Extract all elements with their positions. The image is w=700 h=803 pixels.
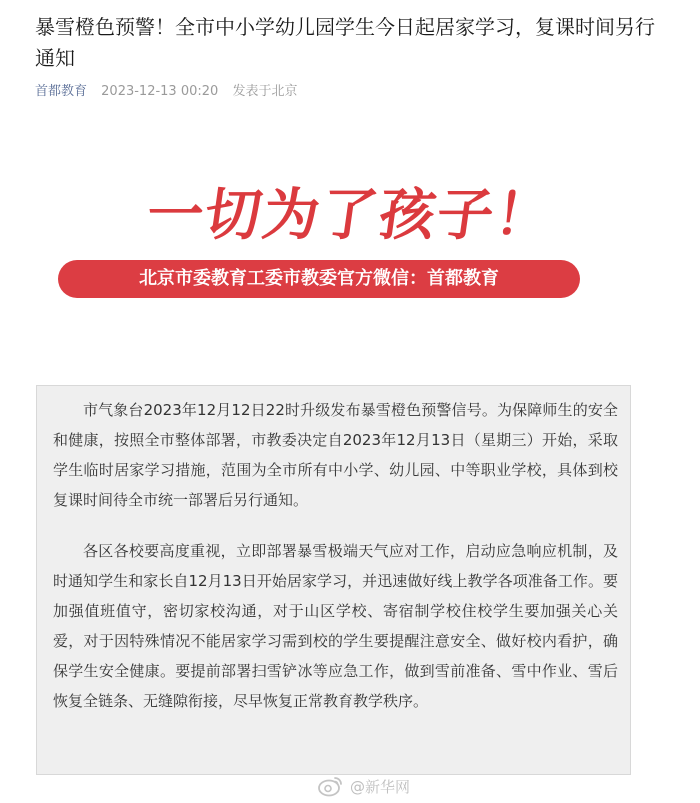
notice-box xyxy=(36,385,631,775)
banner-slogan: 一切为了孩子！ xyxy=(142,183,558,248)
account-name-link[interactable]: 首都教育 xyxy=(35,84,88,99)
article-meta xyxy=(35,83,297,101)
watermark xyxy=(318,773,410,799)
watermark-text: @新华网 xyxy=(350,777,411,796)
article-title: 暴雪橙色预警！全市中小学幼儿园学生今日起居家学习，复课时间另行通知 xyxy=(35,15,655,70)
notice-paragraph: 市气象台2023年12月12日22时升级发布暴雪橙色预警信号。为保障师生的安全和健康，按照全市整体部署，市教委决定自2023年12月13日（星期三）开始，采取学生临时居家学习措施，范围为全市所有中小学、幼儿园、中等职业学校，具体到校复课时间待全市统一部署后另行通知。 xyxy=(53,401,618,509)
publish-location: 发表于北京 xyxy=(232,84,298,99)
banner-image xyxy=(0,185,700,305)
weibo-icon xyxy=(318,775,344,797)
notice-paragraph: 各区各校要高度重视，立即部署暴雪极端天气应对工作，启动应急响应机制，及时通知学生和家长自12月13日开始居家学习，并迅速做好线上教学各项准备工作。要加强值班值守，密切家校沟通，对于山区学校、寄宿制学校住校学生要加强关心关爱，对于因特殊情况不能居家学习需到校的学生要提醒注意安全、做好校内看护，确保学生安全健康。要提前部署扫雪铲冰等应急工作，做到雪前准备、雪中作业、雪后恢复全链条、无缝隙衔接，尽早恢复正常教育教学秩序。 xyxy=(53,542,618,710)
banner-subtitle: 北京市委教育工委市教委官方微信：首都教育 xyxy=(58,260,580,298)
publish-time: 2023-12-13 00:20 xyxy=(101,84,219,99)
